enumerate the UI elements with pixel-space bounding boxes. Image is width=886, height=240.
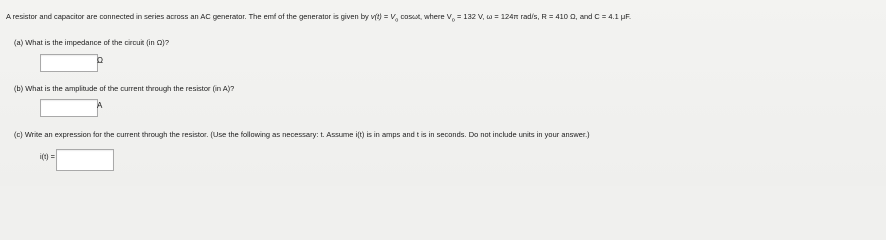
v-subscript: o	[451, 17, 455, 24]
current-expression-answer-input[interactable]	[56, 149, 114, 171]
problem-values: = 132 V, ω = 124π rad/s, R = 410 Ω, and C = 4.1 μF.	[454, 12, 632, 21]
emf-expression: v(t) = V	[370, 12, 396, 21]
impedance-answer-input[interactable]	[40, 54, 98, 72]
problem-statement	[6, 12, 631, 25]
question-c: (c) Write an expression for the current through the resistor. (Use the following as necessary: t. Assume i(t) is in amps and t is in seconds. Do not include units in your answer.)	[14, 130, 590, 139]
problem-text-intro: A resistor and capacitor are connected in series across an AC generator. The emf of the generator is given by	[6, 12, 371, 21]
current-expression-label: i(t) =	[40, 152, 55, 161]
current-amplitude-answer-input[interactable]	[40, 99, 98, 117]
question-b: (b) What is the amplitude of the current through the resistor (in A)?	[14, 84, 235, 93]
question-a: (a) What is the impedance of the circuit (in Ω)?	[14, 38, 169, 47]
emf-subscript: o	[395, 17, 399, 24]
emf-rest: cosωt, where V	[398, 12, 452, 21]
amp-unit-label: A	[97, 101, 103, 110]
ohm-unit-label: Ω	[97, 56, 103, 65]
